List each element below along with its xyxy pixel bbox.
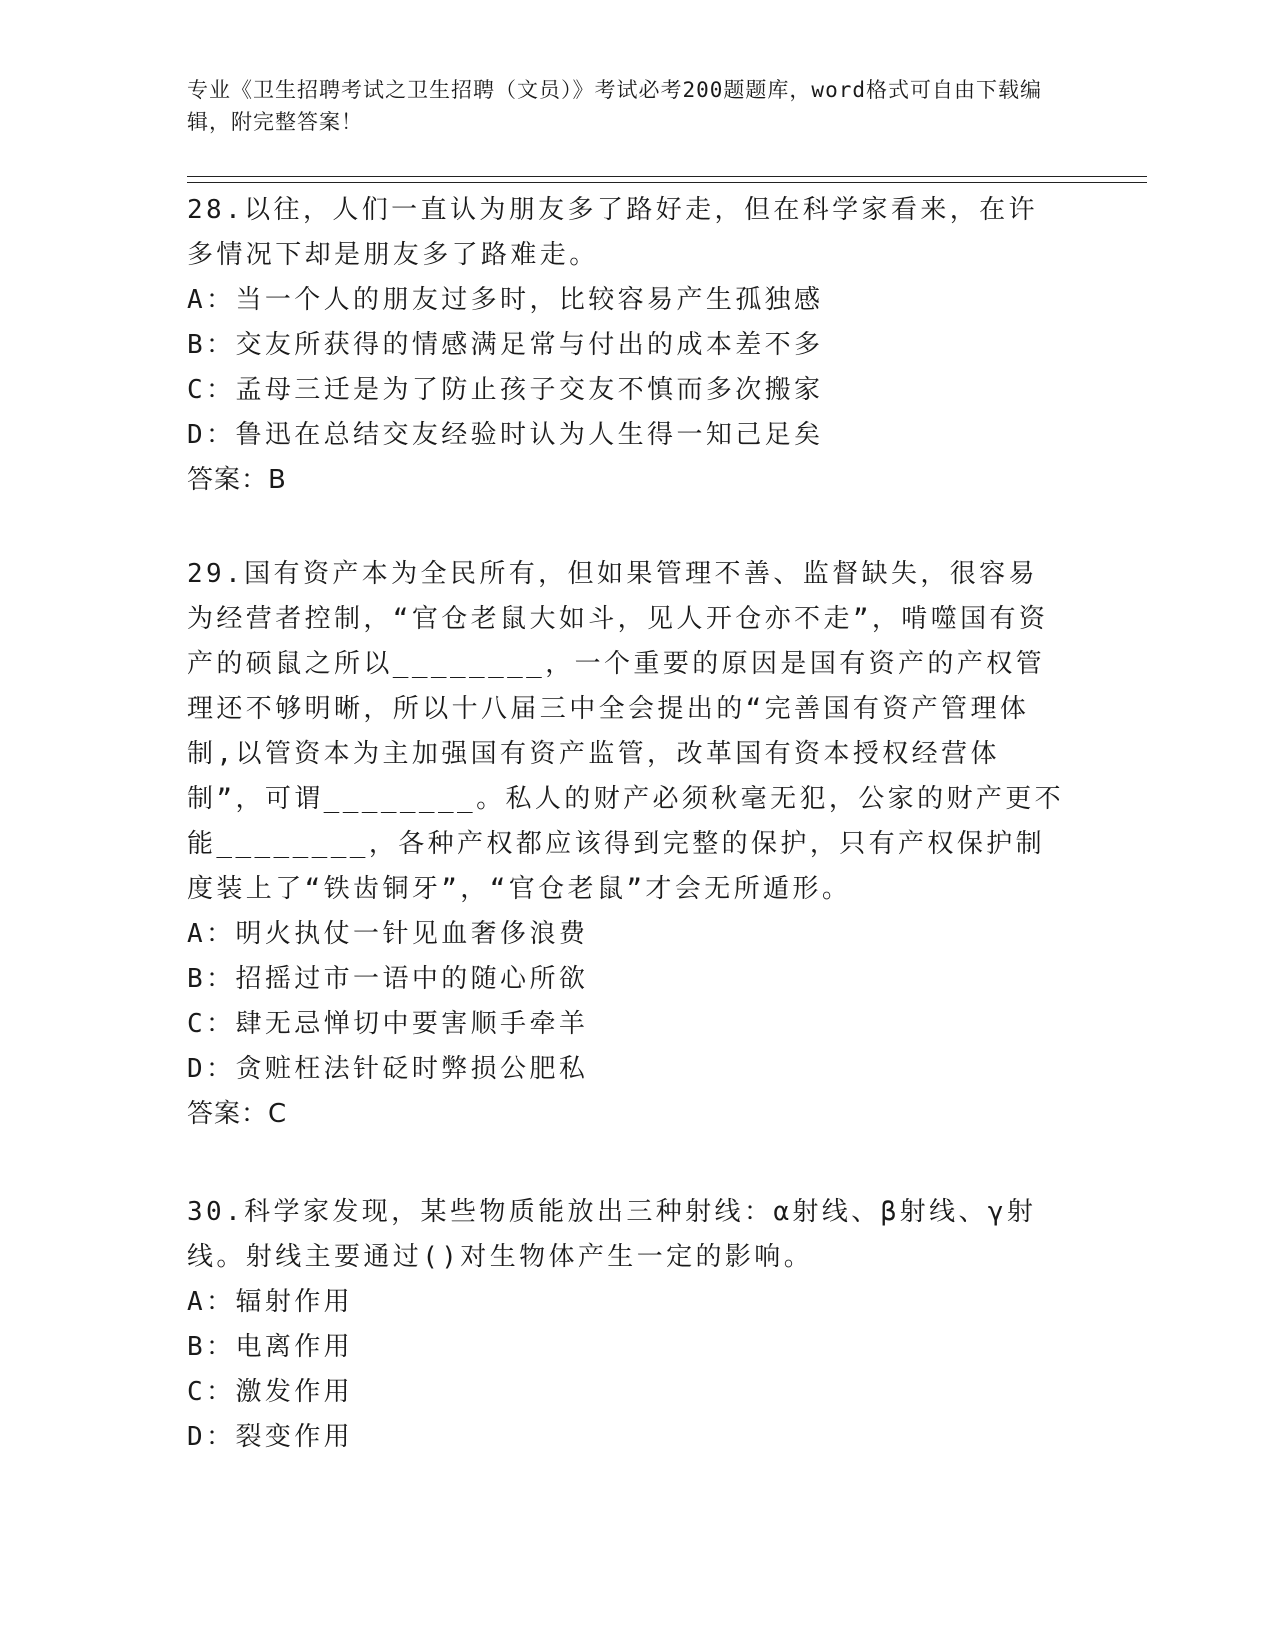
document-header: 专业《卫生招聘考试之卫生招聘（文员）》考试必考200题题库，word格式可自由下载编辑，附完整答案！ xyxy=(187,78,1042,134)
answer-line: 答案：C xyxy=(187,1099,288,1129)
header-rule-bottom xyxy=(187,182,1147,183)
answer-line: 答案：B xyxy=(187,465,287,495)
option-a: A：明火执仗一针见血奢侈浪费 xyxy=(187,919,589,949)
option-c: C：孟母三迁是为了防止孩子交友不慎而多次搬家 xyxy=(187,375,824,405)
option-d: D：鲁迅在总结交友经验时认为人生得一知己足矣 xyxy=(187,420,824,450)
option-b: B：招摇过市一语中的随心所欲 xyxy=(187,964,589,994)
option-d: D：贪赃枉法针砭时弊损公肥私 xyxy=(187,1054,589,1084)
question-30 xyxy=(187,1190,1067,1460)
question-29 xyxy=(187,552,1067,1137)
option-a: A：辐射作用 xyxy=(187,1287,354,1317)
option-c: C：激发作用 xyxy=(187,1377,354,1407)
question-stem: 30.科学家发现，某些物质能放出三种射线：α射线、β射线、γ射线。射线主要通过()对生物体产生一定的影响。 xyxy=(187,1197,1037,1272)
option-b: B：交友所获得的情感满足常与付出的成本差不多 xyxy=(187,330,824,360)
question-stem: 29.国有资产本为全民所有，但如果管理不善、监督缺失，很容易为经营者控制，“官仓老鼠大如斗，见人开仓亦不走”，啃噬国有资产的硕鼠之所以________，一个重要的原因是国有资产的产权管理还不够明晰，所以十八届三中全会提出的“完善国有资产管理体制,以管资本为主加强国有资产监管，改革国有资本授权经营体制”，可谓________。私人的财产必须秋毫无犯，公家的财产更不能________，各种产权都应该得到完整的保护，只有产权保护制度装上了“铁齿铜牙”，“官仓老鼠”才会无所遁形。 xyxy=(187,559,1065,904)
option-c: C：肆无忌惮切中要害顺手牵羊 xyxy=(187,1009,589,1039)
option-a: A：当一个人的朋友过多时，比较容易产生孤独感 xyxy=(187,285,824,315)
question-28 xyxy=(187,188,1067,503)
option-b: B：电离作用 xyxy=(187,1332,354,1362)
question-stem: 28.以往，人们一直认为朋友多了路好走，但在科学家看来，在许多情况下却是朋友多了路难走。 xyxy=(187,195,1038,270)
option-d: D：裂变作用 xyxy=(187,1422,354,1452)
header-rule-top xyxy=(187,176,1147,177)
